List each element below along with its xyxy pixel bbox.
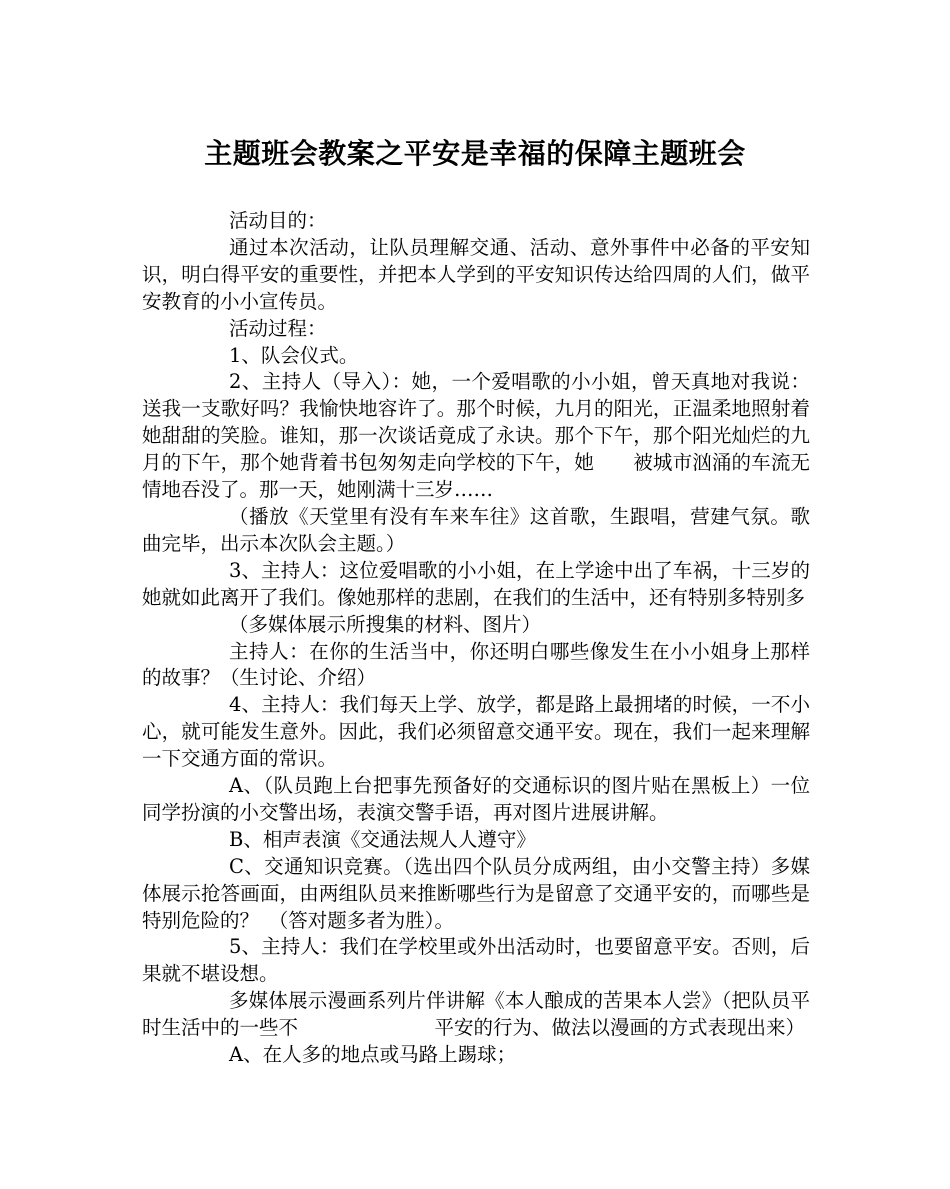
- paragraph-multimedia-materials: （多媒体展示所搜集的材料、图片）: [229, 612, 542, 636]
- paragraph-step-3: 3、主持人：这位爱唱歌的小小姐，在上学途中出了车祸，十三岁的她就如此离开了我们。像她那样的悲剧，在我们的生活中，还有特别多特别多: [142, 558, 810, 609]
- paragraph-item-b-crosstalk: B、相声表演《交通法规人人遵守》: [229, 827, 536, 851]
- section-heading-process: 活动过程：: [229, 316, 327, 340]
- paragraph-step-1: 1、队会仪式。: [229, 343, 359, 367]
- paragraph-step-4: 4、主持人：我们每天上学、放学，都是路上最拥堵的时候，一不小心，就可能发生意外。因此，我们必须留意交通平安。现在，我们一起来理解一下交通方面的常识。: [142, 693, 810, 771]
- paragraph-host-question: 主持人：在你的生活当中，你还明白哪些像发生在小小姐身上那样的故事？（生讨论、介绍）: [142, 639, 810, 690]
- paragraph-item-a-traffic-signs: A、（队员跑上台把事先预备好的交通标识的图片贴在黑板上）一位同学扮演的小交警出场，表演交警手语，再对图片进展讲解。: [142, 774, 810, 824]
- paragraph-item-c-quiz: C、交通知识竞赛。（选出四个队员分成两组，由小交警主持）多媒体展示抢答画面，由两组队员来推断哪些行为是留意了交通平安的，而哪些是特别危险的？ （答对题多者为胜）。: [142, 854, 810, 932]
- paragraph-song: （播放《天堂里有没有车来车往》这首歌，生跟唱，营建气氛。歌曲完毕，出示本次队会主题。）: [142, 504, 810, 555]
- paragraph-purpose: 通过本次活动，让队员理解交通、活动、意外事件中必备的平安知识，明白得平安的重要性，并把本人学到的平安知识传达给四周的人们，做平安教育的小小宣传员。: [142, 235, 810, 313]
- paragraph-step-2: 2、主持人（导入）：她，一个爱唱歌的小小姐，曾天真地对我说：送我一支歌好吗？我愉快地容许了。那个时候，九月的阳光，正温柔地照射着她甜甜的笑脸。谁知，那一次谈话竟成了永诀。那个下午，那个阳光灿烂的九月的下午，那个她背着书包匆匆走向学校的下午，她 被城市汹涌的车流无情地吞没了。那一天，她刚满十三岁……: [142, 370, 810, 502]
- paragraph-comic-series: 多媒体展示漫画系列片伴讲解《本人酿成的苦果本人尝》（把队员平时生活中的一些不 平安的行为、做法以漫画的方式表现出来）: [142, 989, 810, 1040]
- document-title: 主题班会教案之平安是幸福的保障主题班会: [204, 137, 746, 170]
- paragraph-item-a-football: A、在人多的地点或马路上踢球；: [229, 1043, 517, 1067]
- paragraph-step-5: 5、主持人：我们在学校里或外出活动时，也要留意平安。否则，后果就不堪设想。: [142, 935, 810, 986]
- document-body: [142, 208, 810, 1069]
- section-heading-purpose: 活动目的：: [229, 209, 327, 232]
